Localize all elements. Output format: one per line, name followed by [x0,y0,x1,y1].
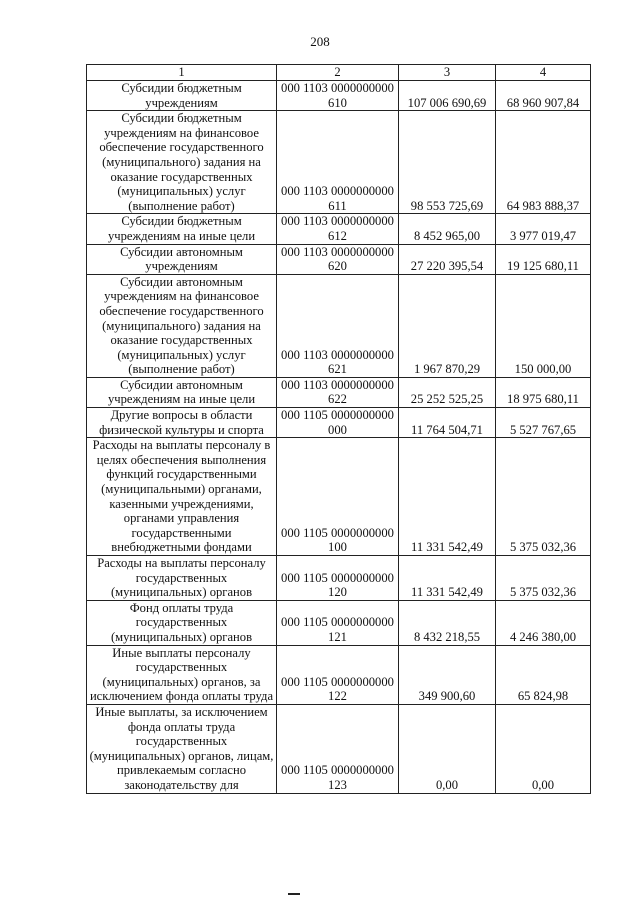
row-code-cell: 000 1105 0000000000 100 [277,438,399,556]
row-value-col4: 0,00 [496,704,591,793]
row-value-col3: 25 252 525,25 [399,377,496,407]
column-header-3: 3 [399,65,496,81]
row-value-col3: 107 006 690,69 [399,81,496,111]
row-name-cell: Расходы на выплаты персоналу государственных (муниципальных) органов [87,556,277,601]
row-value-col3: 349 900,60 [399,645,496,704]
row-value-col4: 19 125 680,11 [496,244,591,274]
row-name-cell: Субсидии бюджетным учреждениям [87,81,277,111]
row-value-col4: 64 983 888,37 [496,111,591,214]
row-value-col4: 65 824,98 [496,645,591,704]
row-name-cell: Фонд оплаты труда государственных (муниципальных) органов [87,600,277,645]
row-value-col3: 8 452 965,00 [399,214,496,244]
row-name-cell: Субсидии автономным учреждениям [87,244,277,274]
row-value-col4: 4 246 380,00 [496,600,591,645]
row-code-cell: 000 1103 0000000000 612 [277,214,399,244]
table-row [87,438,591,556]
row-name-cell: Другие вопросы в области физической культуры и спорта [87,408,277,438]
table-row [87,645,591,704]
row-value-col4: 5 527 767,65 [496,408,591,438]
table-row [87,408,591,438]
table-row [87,81,591,111]
row-value-col4: 68 960 907,84 [496,81,591,111]
row-value-col3: 11 331 542,49 [399,556,496,601]
page-number: 208 [310,34,330,49]
row-code-cell: 000 1103 0000000000 611 [277,111,399,214]
row-code-cell: 000 1103 0000000000 620 [277,244,399,274]
footer-dash [288,893,300,895]
row-value-col3: 11 764 504,71 [399,408,496,438]
row-value-col3: 98 553 725,69 [399,111,496,214]
column-header-1: 1 [87,65,277,81]
table-row [87,244,591,274]
row-name-cell: Иные выплаты, за исключением фонда оплаты труда государственных (муниципальных) органов, лицам, привлекаемым согласно законодательству для [87,704,277,793]
row-value-col4: 18 975 680,11 [496,377,591,407]
row-value-col4: 3 977 019,47 [496,214,591,244]
table-row [87,111,591,214]
row-name-cell: Субсидии автономным учреждениям на иные цели [87,377,277,407]
row-name-cell: Иные выплаты персоналу государственных (муниципальных) органов, за исключением фонда оплаты труда [87,645,277,704]
row-name-cell: Субсидии бюджетным учреждениям на иные цели [87,214,277,244]
table-header-row [87,65,591,81]
table-row [87,600,591,645]
row-code-cell: 000 1103 0000000000 622 [277,377,399,407]
column-header-2: 2 [277,65,399,81]
row-value-col4: 5 375 032,36 [496,556,591,601]
row-value-col3: 27 220 395,54 [399,244,496,274]
budget-table [86,64,591,794]
row-code-cell: 000 1105 0000000000 121 [277,600,399,645]
row-code-cell: 000 1105 0000000000 122 [277,645,399,704]
table-row [87,704,591,793]
table-row [87,377,591,407]
row-name-cell: Субсидии автономным учреждениям на финансовое обеспечение государственного (муниципального) задания на оказание государственных (муниципальных) услуг (выполнение работ) [87,274,277,377]
row-value-col3: 1 967 870,29 [399,274,496,377]
row-code-cell: 000 1105 0000000000 000 [277,408,399,438]
row-value-col3: 0,00 [399,704,496,793]
row-value-col4: 5 375 032,36 [496,438,591,556]
row-code-cell: 000 1103 0000000000 621 [277,274,399,377]
column-header-4: 4 [496,65,591,81]
row-value-col3: 11 331 542,49 [399,438,496,556]
row-code-cell: 000 1105 0000000000 120 [277,556,399,601]
row-value-col3: 8 432 218,55 [399,600,496,645]
row-name-cell: Расходы на выплаты персоналу в целях обеспечения выполнения функций государственными (муниципальными) органами, казенными учреждениями, органами управления государственными внебюджетными фондами [87,438,277,556]
table-row [87,274,591,377]
table-row [87,556,591,601]
row-value-col4: 150 000,00 [496,274,591,377]
row-code-cell: 000 1103 0000000000 610 [277,81,399,111]
row-name-cell: Субсидии бюджетным учреждениям на финансовое обеспечение государственного (муниципального) задания на оказание государственных (муниципальных) услуг (выполнение работ) [87,111,277,214]
row-code-cell: 000 1105 0000000000 123 [277,704,399,793]
table-row [87,214,591,244]
